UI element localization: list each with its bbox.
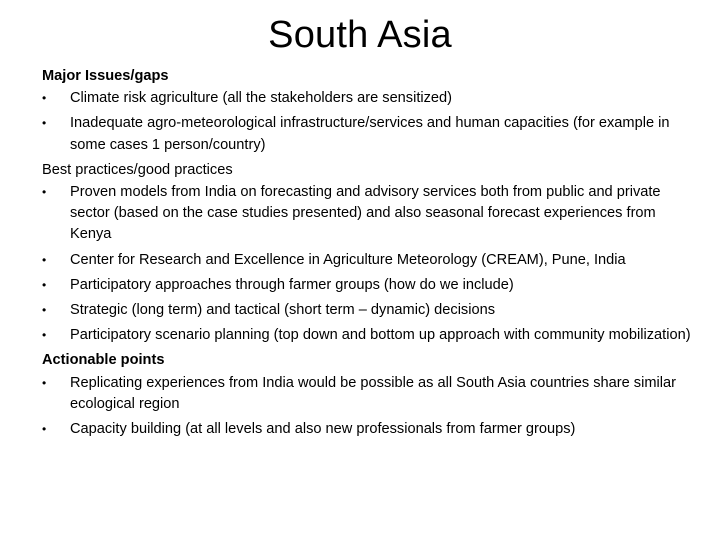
bullet-icon: • bbox=[42, 422, 47, 437]
section-heading: Actionable points bbox=[42, 352, 165, 369]
bullet-list bbox=[42, 88, 692, 156]
bullet-text: Climate risk agriculture (all the stakeholders are sensitized) bbox=[70, 90, 453, 107]
bullet-icon: • bbox=[42, 375, 47, 390]
bullet-text: Participatory scenario planning (top down and bottom up approach with community mobilization) bbox=[70, 327, 691, 344]
bullet-text: Replicating experiences from India would be possible as all South Asia countries share similar ecological region bbox=[70, 374, 676, 412]
slide-content bbox=[42, 66, 692, 444]
bullet-list bbox=[42, 373, 692, 441]
list-item bbox=[42, 325, 692, 346]
list-item bbox=[42, 300, 692, 321]
bullet-icon: • bbox=[42, 328, 47, 343]
bullet-icon: • bbox=[42, 91, 47, 106]
bullet-text: Capacity building (at all levels and also new professionals from farmer groups) bbox=[70, 421, 576, 438]
bullet-icon: • bbox=[42, 116, 47, 131]
list-item bbox=[42, 419, 692, 440]
bullet-text: Center for Research and Excellence in Agriculture Meteorology (CREAM), Pune, India bbox=[70, 251, 626, 268]
section-heading: Major Issues/gaps bbox=[42, 68, 169, 84]
list-item bbox=[42, 88, 692, 109]
list-item bbox=[42, 373, 692, 415]
slide-title: South Asia bbox=[268, 14, 452, 56]
section-major-issues bbox=[42, 66, 692, 156]
list-item bbox=[42, 250, 692, 271]
list-item bbox=[42, 182, 692, 246]
list-item bbox=[42, 113, 692, 155]
bullet-text: Strategic (long term) and tactical (short term – dynamic) decisions bbox=[70, 302, 496, 319]
bullet-text: Proven models from India on forecasting and advisory services both from public and private sector (based on the case studies presented) and also seasonal forecast experiences from Kenya bbox=[70, 184, 661, 243]
bullet-icon: • bbox=[42, 277, 47, 292]
section-actionable-points bbox=[42, 350, 692, 440]
list-item bbox=[42, 275, 692, 296]
bullet-icon: • bbox=[42, 303, 47, 318]
bullet-icon: • bbox=[42, 252, 47, 267]
section-best-practices bbox=[42, 160, 692, 347]
bullet-text: Participatory approaches through farmer groups (how do we include) bbox=[70, 276, 514, 293]
section-heading: Best practices/good practices bbox=[42, 161, 233, 178]
bullet-icon: • bbox=[42, 185, 47, 200]
bullet-text: Inadequate agro-meteorological infrastructure/services and human capacities (for example in some cases 1 person/country) bbox=[70, 115, 670, 153]
bullet-list bbox=[42, 182, 692, 346]
